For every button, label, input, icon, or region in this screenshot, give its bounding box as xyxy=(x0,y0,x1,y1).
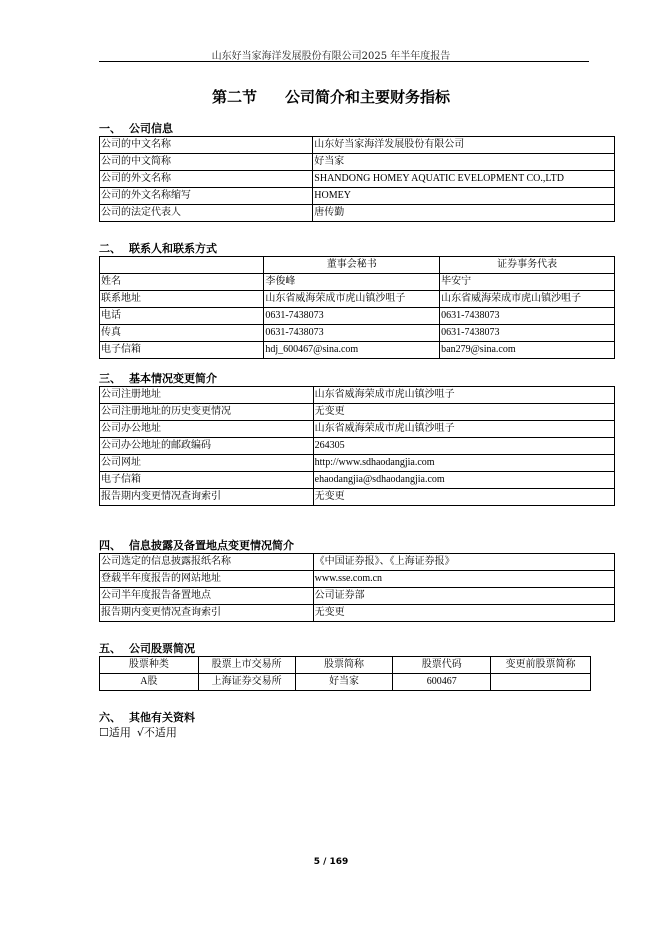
table-row xyxy=(100,291,615,308)
table-cell: 山东省威海荣成市虎山镇沙咀子 xyxy=(264,291,440,308)
table-cell: 无变更 xyxy=(313,605,614,622)
table-cell: 电子信箱 xyxy=(100,472,314,489)
table-row xyxy=(100,588,615,605)
table-row xyxy=(100,205,615,222)
table-cell: 0631-7438073 xyxy=(264,325,440,342)
table-row xyxy=(100,472,615,489)
table-cell: SHANDONG HOMEY AQUATIC EVELOPMENT CO.,LTD xyxy=(313,171,615,188)
table-cell: hdj_600467@sina.com xyxy=(264,342,440,359)
table-cell: 0631-7438073 xyxy=(264,308,440,325)
table-cell: 公司办公地址的邮政编码 xyxy=(100,438,314,455)
table-cell: www.sse.com.cn xyxy=(313,571,614,588)
table-cell: 股票种类 xyxy=(100,657,199,674)
table-header-row xyxy=(100,257,615,274)
table-row xyxy=(100,404,615,421)
table-cell: 公司注册地址的历史变更情况 xyxy=(100,404,314,421)
applicability-options xyxy=(99,724,183,740)
table-cell: 无变更 xyxy=(313,489,614,506)
table-row xyxy=(100,308,615,325)
table-row xyxy=(100,455,615,472)
table-cell: 公司的外文名称缩写 xyxy=(100,188,313,205)
table-cell: 传真 xyxy=(100,325,264,342)
table-cell: 264305 xyxy=(313,438,614,455)
heading-stock: 五、 公司股票简况 xyxy=(99,642,195,655)
basic-changes-table xyxy=(99,386,615,506)
table-cell xyxy=(491,674,591,691)
table-cell: 好当家 xyxy=(313,154,615,171)
table-cell: 联系地址 xyxy=(100,291,264,308)
page-number: 5 / 169 xyxy=(313,857,349,867)
table-cell: 姓名 xyxy=(100,274,264,291)
table-cell: 电话 xyxy=(100,308,264,325)
table-cell: 董事会秘书 xyxy=(264,257,440,274)
table-cell: 无变更 xyxy=(313,404,614,421)
table-cell: 公司注册地址 xyxy=(100,387,314,404)
heading-basic-changes: 三、 基本情况变更简介 xyxy=(99,372,217,385)
table-cell: 报告期内变更情况查询索引 xyxy=(100,605,314,622)
table-cell: 公司半年度报告备置地点 xyxy=(100,588,314,605)
contacts-table xyxy=(99,256,615,359)
table-cell: 股票简称 xyxy=(295,657,393,674)
page-header: 山东好当家海洋发展股份有限公司2025 年半年度报告 xyxy=(211,51,451,62)
table-cell: 毕安宁 xyxy=(440,274,615,291)
table-row xyxy=(100,674,591,691)
header-rule xyxy=(99,61,589,62)
table-cell: 公司证券部 xyxy=(313,588,614,605)
table-cell: A股 xyxy=(100,674,199,691)
section-title xyxy=(0,86,662,107)
table-cell: 600467 xyxy=(393,674,491,691)
table-cell: ehaodangjia@sdhaodangjia.com xyxy=(313,472,614,489)
section-title-part2: 公司简介和主要财务指标 xyxy=(285,88,451,106)
table-cell: 上海证券交易所 xyxy=(198,674,295,691)
table-cell: 《中国证券报》、《上海证券报》 xyxy=(313,554,614,571)
section-title-part1: 第二节 xyxy=(211,88,257,106)
table-cell: 好当家 xyxy=(295,674,393,691)
table-row xyxy=(100,274,615,291)
table-cell xyxy=(100,257,264,274)
table-cell: 公司的外文名称 xyxy=(100,171,313,188)
table-row xyxy=(100,171,615,188)
table-cell: ban279@sina.com xyxy=(440,342,615,359)
heading-contacts: 二、 联系人和联系方式 xyxy=(99,242,217,255)
table-cell: 唐传勤 xyxy=(313,205,615,222)
table-row xyxy=(100,188,615,205)
table-row xyxy=(100,342,615,359)
table-row xyxy=(100,325,615,342)
table-row xyxy=(100,154,615,171)
table-row xyxy=(100,554,615,571)
table-cell: 公司选定的信息披露报纸名称 xyxy=(100,554,314,571)
company-info-table xyxy=(99,136,615,222)
table-cell: 股票代码 xyxy=(393,657,491,674)
table-row xyxy=(100,438,615,455)
table-row xyxy=(100,421,615,438)
table-cell: 变更前股票简称 xyxy=(491,657,591,674)
option-applicable[interactable]: ☐适用 xyxy=(99,726,131,739)
table-cell: http://www.sdhaodangjia.com xyxy=(313,455,614,472)
table-cell: 公司网址 xyxy=(100,455,314,472)
table-cell: 0631-7438073 xyxy=(440,325,615,342)
table-header-row xyxy=(100,657,591,674)
table-row xyxy=(100,489,615,506)
heading-other: 六、 其他有关资料 xyxy=(99,711,195,724)
table-cell: 电子信箱 xyxy=(100,342,264,359)
table-cell: 山东省威海荣成市虎山镇沙咀子 xyxy=(313,387,614,404)
table-row xyxy=(100,137,615,154)
table-cell: 山东省威海荣成市虎山镇沙咀子 xyxy=(313,421,614,438)
table-row xyxy=(100,387,615,404)
table-row xyxy=(100,605,615,622)
heading-disclosure: 四、 信息披露及备置地点变更情况简介 xyxy=(99,539,294,552)
table-cell: 股票上市交易所 xyxy=(198,657,295,674)
table-cell: 李俊峰 xyxy=(264,274,440,291)
table-cell: 报告期内变更情况查询索引 xyxy=(100,489,314,506)
heading-company-info: 一、 公司信息 xyxy=(99,122,173,135)
table-cell: 证券事务代表 xyxy=(440,257,615,274)
table-cell: 公司的法定代表人 xyxy=(100,205,313,222)
table-cell: 山东好当家海洋发展股份有限公司 xyxy=(313,137,615,154)
table-cell: HOMEY xyxy=(313,188,615,205)
table-cell: 公司的中文名称 xyxy=(100,137,313,154)
disclosure-table xyxy=(99,553,615,622)
table-row xyxy=(100,571,615,588)
stock-table xyxy=(99,656,591,691)
table-cell: 公司的中文简称 xyxy=(100,154,313,171)
option-not-applicable[interactable]: √不适用 xyxy=(136,726,177,739)
table-cell: 登载半年度报告的网站地址 xyxy=(100,571,314,588)
table-cell: 山东省威海荣成市虎山镇沙咀子 xyxy=(440,291,615,308)
table-cell: 0631-7438073 xyxy=(440,308,615,325)
table-cell: 公司办公地址 xyxy=(100,421,314,438)
